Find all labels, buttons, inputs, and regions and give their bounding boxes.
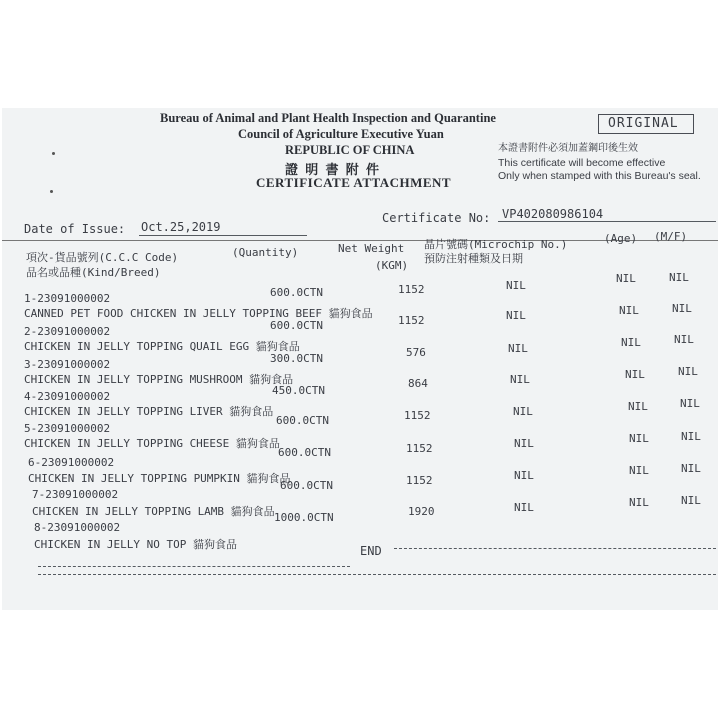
row-microchip: NIL <box>508 342 528 355</box>
row-age: NIL <box>621 336 641 349</box>
row-name: CHICKEN IN JELLY TOPPING LAMB 貓狗食品 <box>32 505 275 518</box>
row-code: 4-23091000002 <box>24 390 111 403</box>
row-mf: NIL <box>678 365 698 378</box>
row-age: NIL <box>619 304 639 317</box>
republic-heading: REPUBLIC OF CHINA <box>285 143 415 157</box>
row-age: NIL <box>628 400 648 413</box>
row-quantity: 600.0CTN <box>270 319 323 332</box>
row-microchip: NIL <box>506 279 526 292</box>
row-weight: 1152 <box>398 314 425 327</box>
zh-title: 證 明 書 附 件 <box>285 162 382 177</box>
row-age: NIL <box>616 272 636 285</box>
row-code: 7-23091000002 <box>32 488 119 501</box>
bureau-heading: Bureau of Animal and Plant Health Inspection and Quarantine <box>160 111 496 125</box>
column-quantity-label: (Quantity) <box>232 246 299 259</box>
original-label: ORIGINAL <box>608 116 679 131</box>
zh-notice: 本證書附件必須加蓋鋼印後生效 <box>498 143 638 154</box>
column-mf-label: (M/F) <box>654 230 688 243</box>
column-code-label: 項次-貨品號列(C.C.C Code) <box>26 251 179 264</box>
column-age-label: (Age) <box>604 232 638 245</box>
row-weight: 576 <box>406 346 426 359</box>
certificate-no-value: VP402080986104 <box>502 207 604 221</box>
end-label: END <box>360 544 382 558</box>
row-microchip: NIL <box>510 373 530 386</box>
end-rule-lower <box>38 574 716 575</box>
margin-dot <box>50 190 53 193</box>
row-name: CANNED PET FOOD CHICKEN IN JELLY TOPPING BEEF 貓狗食品 <box>24 307 373 320</box>
row-age: NIL <box>629 432 649 445</box>
end-rule-right <box>394 548 716 549</box>
row-name: CHICKEN IN JELLY TOPPING PUMPKIN 貓狗食品 <box>28 472 291 485</box>
row-microchip: NIL <box>506 309 526 322</box>
row-code: 1-23091000002 <box>24 292 111 305</box>
column-name-label: 品名或品種(Kind/Breed) <box>26 266 161 279</box>
certificate-no-label: Certificate No: <box>382 211 491 225</box>
row-quantity: 300.0CTN <box>270 352 323 365</box>
notice-line-2: Only when stamped with this Bureau's seal. <box>498 170 701 182</box>
row-weight: 1152 <box>406 442 433 455</box>
row-quantity: 450.0CTN <box>272 384 325 397</box>
row-microchip: NIL <box>514 469 534 482</box>
row-age: NIL <box>625 368 645 381</box>
row-weight: 864 <box>408 377 428 390</box>
row-name: CHICKEN IN JELLY TOPPING LIVER 貓狗食品 <box>24 405 274 418</box>
document-title: CERTIFICATE ATTACHMENT <box>256 175 452 190</box>
notice-line-1: This certificate will become effective <box>498 157 666 169</box>
row-quantity: 600.0CTN <box>278 446 331 459</box>
column-microchip-label: 晶片號碼(Microchip No.) <box>424 238 568 251</box>
row-weight: 1152 <box>404 409 431 422</box>
row-weight: 1152 <box>398 283 425 296</box>
row-mf: NIL <box>681 430 701 443</box>
column-vaccine-label: 預防注射種類及日期 <box>424 252 523 265</box>
row-code: 8-23091000002 <box>34 521 121 534</box>
row-name: CHICKEN IN JELLY TOPPING MUSHROOM 貓狗食品 <box>24 373 294 386</box>
end-rule-left <box>38 566 350 567</box>
row-mf: NIL <box>674 333 694 346</box>
row-mf: NIL <box>681 462 701 475</box>
row-mf: NIL <box>672 302 692 315</box>
certificate-underline <box>498 221 716 222</box>
row-mf: NIL <box>669 271 689 284</box>
row-microchip: NIL <box>513 405 533 418</box>
row-age: NIL <box>629 496 649 509</box>
row-quantity: 1000.0CTN <box>274 511 334 524</box>
date-of-issue-label: Date of Issue: <box>24 222 126 236</box>
row-quantity: 600.0CTN <box>270 286 323 299</box>
date-of-issue-value: Oct.25,2019 <box>141 220 221 234</box>
row-code: 5-23091000002 <box>24 422 111 435</box>
row-name: CHICKEN IN JELLY TOPPING QUAIL EGG 貓狗食品 <box>24 340 300 353</box>
row-microchip: NIL <box>514 501 534 514</box>
row-mf: NIL <box>680 397 700 410</box>
row-code: 3-23091000002 <box>24 358 111 371</box>
row-weight: 1920 <box>408 505 435 518</box>
row-mf: NIL <box>681 494 701 507</box>
row-name: CHICKEN IN JELLY TOPPING CHEESE 貓狗食品 <box>24 437 280 450</box>
row-quantity: 600.0CTN <box>280 479 333 492</box>
column-kgm-label: (KGM) <box>375 259 409 272</box>
date-underline <box>139 235 307 236</box>
certificate-attachment-document <box>2 108 718 610</box>
row-code: 2-23091000002 <box>24 325 111 338</box>
row-microchip: NIL <box>514 437 534 450</box>
row-code: 6-23091000002 <box>28 456 115 469</box>
row-name: CHICKEN IN JELLY NO TOP 貓狗食品 <box>34 538 237 551</box>
row-age: NIL <box>629 464 649 477</box>
council-heading: Council of Agriculture Executive Yuan <box>238 127 444 141</box>
column-net-weight-label: Net Weight <box>338 242 405 255</box>
row-weight: 1152 <box>406 474 433 487</box>
row-quantity: 600.0CTN <box>276 414 329 427</box>
margin-dot <box>52 152 55 155</box>
